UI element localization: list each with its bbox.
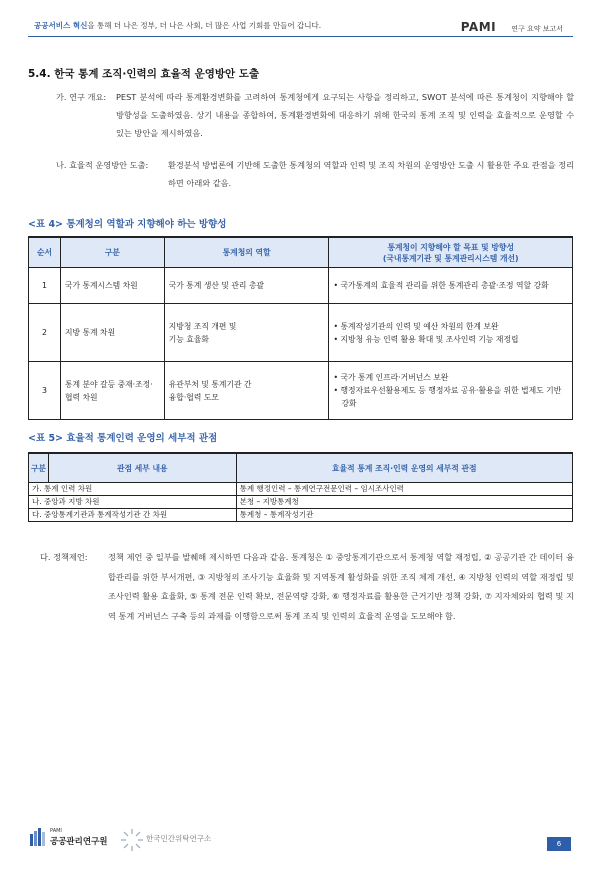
column-header bbox=[329, 237, 573, 268]
table5 bbox=[28, 452, 573, 522]
tagline-highlight: 공공서비스 혁신 bbox=[34, 21, 88, 30]
paragraph-lead: 나. 효율적 운영방안 도출: bbox=[56, 160, 149, 170]
goal-item: • 국가 통계 인프라·거버넌스 보완 bbox=[333, 373, 449, 382]
header-line: (국내통계기관 및 통계관리시스템 개선) bbox=[382, 253, 519, 263]
column-header: 순서 bbox=[29, 237, 61, 268]
pami-logo bbox=[30, 828, 114, 854]
column-header: 통계청의 역할 bbox=[164, 237, 329, 268]
table-header-row bbox=[29, 237, 573, 268]
cell-detail: 통계 행정인력 – 통계연구전문인력 – 임시조사인력 bbox=[236, 483, 572, 496]
cell-goals bbox=[329, 268, 573, 304]
table-row bbox=[29, 362, 573, 420]
cell-role: 국가 통계 생산 및 관리 총괄 bbox=[164, 268, 329, 304]
cell-detail: 본청 – 지방통계청 bbox=[236, 496, 572, 509]
page-header bbox=[28, 12, 573, 37]
column-header: 효율적 통계 조직·인력 운영의 세부적 관점 bbox=[236, 453, 572, 483]
paragraph-lead: 가. 연구 개요: bbox=[56, 92, 107, 102]
paragraph-body: 정책 제언 중 일부를 발췌해 제시하면 다음과 같음. 통계청은 ① 중앙통계기관으로서 통계청 역할 재정립, ② 공공기관 간 데이터 융합관리를 위한 부서개편, ③ 지방청의 조사기능 효율화 및 지역통계 활성화를 위한 조직 체계 개선, ④ 지방청 인력의 역할 재정립 및 조사인력 활용 효율화, ⑤ 통계 전문 인력 확보, 전문역량 강화, ⑥ 행정자료를 활용한 근거기반 정책 강화, ⑦ 지자체와의 협력 및 지역 통계 거버넌스 구축 등의 과제를 이행함으로써 통계 조직 및 인력의 효율적 운영을 도모해야 함. bbox=[108, 552, 574, 621]
cell-no: 2 bbox=[29, 304, 61, 362]
header-tagline bbox=[34, 20, 321, 31]
paragraph-da bbox=[40, 548, 574, 626]
goal-item: • 행정자료우선활용제도 등 행정자료 공유·활용을 위한 법제도 기반 강화 bbox=[333, 386, 562, 408]
logo-small-text: PAMI bbox=[50, 828, 62, 834]
table-row bbox=[29, 509, 573, 522]
logo-text: 한국민간위탁연구소 bbox=[146, 834, 212, 843]
cell-label: 다. 중앙통계기관과 통계작성기관 간 차원 bbox=[29, 509, 237, 522]
cell-label: 가. 통계 인력 차원 bbox=[29, 483, 237, 496]
sunburst-icon bbox=[120, 828, 144, 852]
paragraph-lead: 다. 정책제언: bbox=[40, 552, 88, 562]
paragraph-body: PEST 분석에 따라 통계환경변화를 고려하여 통계청에게 요구되는 사항을 정리하고, SWOT 분석에 따른 통계청이 지향해야 할 방향성을 도출하였음. 상기 내용을 종합하여, 통계환경변화에 대응하기 위해 한국의 통계 조직 및 인력을 효율적으로 운영할 수 있는 방안을 제시하였음. bbox=[116, 92, 574, 138]
tagline-rest: 을 통해 더 나은 정부, 더 나은 사회, 더 많은 사업 기회를 만들어 갑니다. bbox=[87, 21, 322, 30]
goal-item: • 국가통계의 효율적 관리를 위한 통계관리 총괄·조정 역할 강화 bbox=[333, 281, 549, 290]
table-row bbox=[29, 268, 573, 304]
table5-caption: <표 5> 효율적 통계인력 운영의 세부적 관점 bbox=[28, 433, 218, 444]
table-row bbox=[29, 304, 573, 362]
cell-role: 지방청 조직 개편 및 기능 효율화 bbox=[164, 304, 329, 362]
column-header: 구분 bbox=[60, 237, 164, 268]
table-header-row bbox=[29, 453, 573, 483]
cell-no: 1 bbox=[29, 268, 61, 304]
table-row bbox=[29, 483, 573, 496]
brand-name: PAMI bbox=[460, 20, 497, 34]
logo-text: 공공관리연구원 bbox=[50, 837, 108, 847]
column-header: 구분 bbox=[29, 453, 49, 483]
cell-no: 3 bbox=[29, 362, 61, 420]
table4 bbox=[28, 236, 573, 420]
paragraph-body: 환경분석 방법론에 기반해 도출한 통계청의 역할과 인력 및 조직 차원의 운영방안 도출 시 활용한 주요 관점을 정리하면 아래와 같음. bbox=[168, 160, 574, 188]
table-row bbox=[29, 496, 573, 509]
table4-caption: <표 4> 통계청의 역할과 지향해야 하는 방향성 bbox=[28, 219, 227, 230]
cell-goals bbox=[329, 304, 573, 362]
cell-label: 나. 중앙과 지방 차원 bbox=[29, 496, 237, 509]
goal-item: • 지방청 유능 인력 활용 확대 및 조사인력 기능 재정립 bbox=[333, 334, 519, 344]
paragraph-ga bbox=[56, 88, 574, 142]
institute-logo bbox=[120, 828, 212, 856]
column-header: 관점 세부 내용 bbox=[48, 453, 236, 483]
cell-detail: 통계청 – 통계작성기관 bbox=[236, 509, 572, 522]
cell-goals bbox=[329, 362, 573, 420]
section-title: 5.4. 한국 통계 조직·인력의 효율적 운영방안 도출 bbox=[28, 68, 260, 80]
goal-item: • 통계작성기관의 인력 및 예산 차원의 한계 보완 bbox=[333, 321, 499, 331]
cell-role: 유관부처 및 통계기관 간 융합·협력 도모 bbox=[164, 362, 329, 420]
cell-category: 통계 분야 갈등 중재·조정·협력 차원 bbox=[60, 362, 164, 420]
doc-type: 연구 요약 보고서 bbox=[511, 25, 563, 33]
paragraph-na bbox=[56, 156, 574, 192]
cell-category: 지방 통계 차원 bbox=[60, 304, 164, 362]
cell-category: 국가 통계시스템 차원 bbox=[60, 268, 164, 304]
header-line: 통계청이 지향해야 할 목표 및 방향성 bbox=[387, 242, 514, 252]
page-number: 6 bbox=[547, 837, 571, 851]
